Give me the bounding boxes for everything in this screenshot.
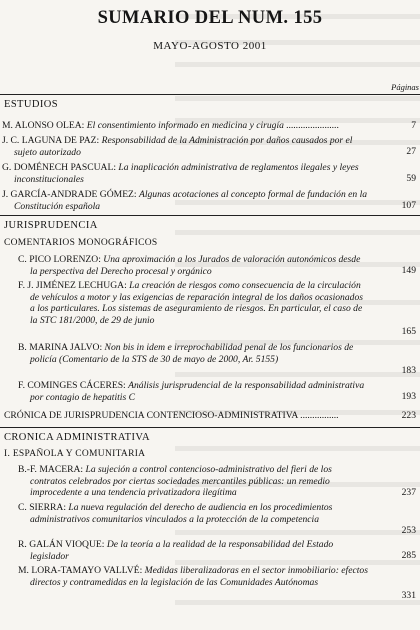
section-cronica-administrativa: CRONICA ADMINISTRATIVA (4, 432, 150, 443)
entry-author: B.-F. MACERA: (18, 464, 84, 475)
divider (0, 427, 420, 428)
subsection-comentarios: COMENTARIOS MONOGRÁFICOS (4, 238, 158, 248)
entry-title: Medidas liberalizadoras en el sector inmobiliario: efectos directos y contramedidas en la legislación de las Comunidades Autónomas (30, 565, 368, 588)
entry-title: De la teoría a la realidad de la responsabilidad del Estado legislador (30, 539, 334, 562)
entry-page: 183 (401, 365, 416, 376)
entry-author: C. SIERRA: (18, 502, 66, 513)
list-item (18, 342, 369, 365)
entry-author: C. PICO LORENZO: (18, 254, 101, 265)
entry-author: J. GARCÍA-ANDRADE GÓMEZ: (2, 189, 137, 200)
entry-page: 27 (406, 146, 416, 157)
list-item (18, 565, 369, 588)
entry-page: 59 (406, 173, 416, 184)
list-item (18, 280, 369, 326)
entry-title: La inaplicación administrativa de reglamentos ilegales y leyes inconstitucionales (14, 162, 359, 185)
divider (0, 94, 420, 95)
section-jurisprudencia: JURISPRUDENCIA (4, 220, 98, 231)
entry-page: 253 (401, 525, 416, 536)
entry-page: 107 (401, 200, 416, 211)
entry-author: M. LORA-TAMAYO VALLVÉ: (18, 565, 143, 576)
list-item (18, 539, 369, 562)
entry-page: 193 (401, 391, 416, 402)
entry-page: 223 (401, 410, 416, 421)
entry-title: Non bis in idem e irreprochabilidad penal de los funcionarios de policía (Comentario de la STS de 30 de mayo de 2000, Ar. 5155) (30, 342, 354, 365)
entry-title: Análisis jurisprudencial de la responsabilidad administrativa por contagio de hepatitis C (30, 380, 365, 403)
list-item (2, 162, 369, 185)
entry-author: J. C. LAGUNA DE PAZ: (2, 135, 100, 146)
entry-page: 285 (401, 550, 416, 561)
cronica-jurisprudencia: CRÓNICA DE JURISPRUDENCIA CONTENCIOSO-ADMINISTRATIVA ................ (4, 410, 339, 421)
list-item (18, 254, 369, 277)
subsection-espanola: I. ESPAÑOLA Y COMUNITARIA (4, 449, 146, 459)
entry-title: Responsabilidad de la Administración por daños causados por el sujeto autorizado (14, 135, 353, 158)
entry-title: La creación de riesgos como consecuencia de la circulación de vehículos a motor y las exigencias de reparación integral de los daños ocasionados a los particulares. Los sistemas de aseguramiento de riesgos. En particular, el caso de la STC 181/2000, de 29 de junio (30, 280, 363, 326)
entry-title: El consentimiento informado en medicina y cirugía ...................... (86, 120, 340, 131)
divider (0, 215, 420, 216)
entry-author: M. ALONSO OLEA: (2, 120, 85, 131)
entry-title: Una aproximación a los Jurados de valoración autonómicos desde la perspectiva del Derecho procesal y orgánico (30, 254, 361, 277)
pages-label: Páginas (391, 82, 419, 92)
section-estudios: ESTUDIOS (4, 99, 58, 110)
entry-author: F. COMINGES CÁCERES: (18, 380, 126, 391)
entry-author: B. MARINA JALVO: (18, 342, 103, 353)
entry-page: 237 (401, 487, 416, 498)
entry-title: Algunas acotaciones al concepto formal de fundación en la Constitución española (14, 189, 368, 212)
list-item (18, 380, 369, 403)
entry-author: R. GALÁN VIOQUE: (18, 539, 105, 550)
entry-page: 149 (401, 265, 416, 276)
entry-title: La nueva regulación del derecho de audiencia en los procedimientos administrativos comunitarios vinculados a la protección de la competencia (30, 502, 333, 525)
list-item (18, 464, 369, 499)
list-item (18, 502, 369, 525)
issue-date: MAYO-AGOSTO 2001 (153, 40, 267, 52)
entry-page: 7 (411, 120, 416, 131)
page-title: SUMARIO DEL NUM. 155 (97, 8, 323, 28)
entry-author: G. DOMÉNECH PASCUAL: (2, 162, 116, 173)
entry-page: 331 (401, 590, 416, 601)
list-item (2, 120, 369, 132)
entry-page: 165 (401, 326, 416, 337)
list-item (2, 189, 369, 212)
entry-author: F. J. JIMÉNEZ LECHUGA: (18, 280, 127, 291)
summary-page (2, 4, 418, 52)
list-item (2, 135, 369, 158)
entry-title: La sujeción a control contencioso-administrativo del fieri de los contratos celebrados por ciertas sociedades mercantiles públicas: un remedio improcedente a una tendencia privatizadora ilegítima (30, 464, 332, 498)
